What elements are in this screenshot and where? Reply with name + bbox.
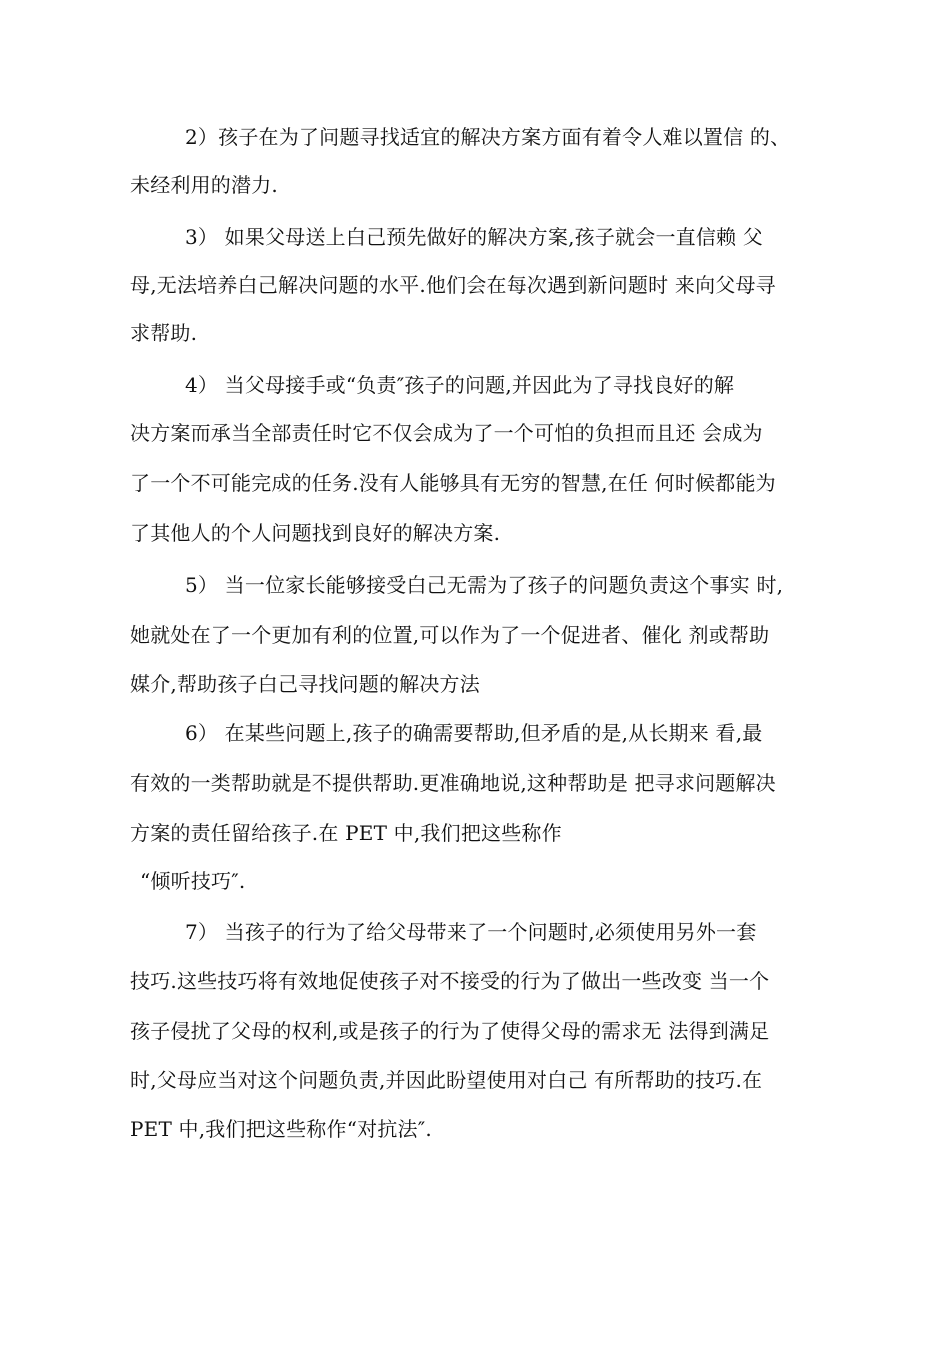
paragraph-6-line-4: “倾听技巧″. (140, 869, 246, 893)
paragraph-3-line-3: 求帮助. (130, 321, 198, 345)
paragraph-3-line-1: 3） 如果父母送上白己预先做好的解决方案,孩子就会一直信赖 父 (185, 225, 763, 249)
paragraph-6-line-1: 6） 在某些问题上,孩子的确需要帮助,但矛盾的是,从长期来 看,最 (185, 721, 763, 745)
paragraph-5-line-1: 5） 当一位家长能够接受白己无需为了孩子的问题负责这个事实 时, (185, 573, 784, 597)
paragraph-4-line-4: 了其他人的个人问题找到良好的解决方案. (130, 521, 501, 545)
paragraph-2-line-2: 未经利用的潜力. (130, 173, 278, 197)
paragraph-7-line-5: PET 中,我们把这些称作“对抗法″. (130, 1117, 432, 1141)
paragraph-4-line-3: 了一个不可能完成的任务.没有人能够具有无穷的智慧,在任 何时候都能为 (130, 471, 776, 495)
paragraph-7-line-4: 时,父母应当对这个问题负责,并因此盼望使用对白己 有所帮助的技巧.在 (130, 1068, 763, 1092)
paragraph-4-line-1: 4） 当父母接手或“负责″孩子的问题,并因此为了寻找良好的解 (185, 373, 735, 397)
paragraph-6-line-3: 方案的责任留给孩子.在 PET 中,我们把这些称作 (130, 821, 562, 845)
paragraph-6-line-2: 有效的一类帮助就是不提供帮助.更准确地说,这种帮助是 把寻求问题解决 (130, 771, 776, 795)
paragraph-5-line-2: 她就处在了一个更加有利的位置,可以作为了一个促进者、催化 剂或帮助 (130, 623, 770, 647)
paragraph-5-line-3: 媒介,帮助孩子白己寻找问题的解决方法 (130, 672, 480, 696)
paragraph-2-line-1: 2）孩子在为了问题寻找适宜的解决方案方面有着令人难以置信 的、 (185, 125, 791, 149)
paragraph-4-line-2: 决方案而承当全部责任时它不仅会成为了一个可怕的负担而且还 会成为 (130, 421, 763, 445)
paragraph-7-line-1: 7） 当孩子的行为了给父母带来了一个问题时,必须使用另外一套 (185, 920, 757, 944)
paragraph-7-line-2: 技巧.这些技巧将有效地促使孩子对不接受的行为了做出一些改变 当一个 (130, 969, 770, 993)
paragraph-7-line-3: 孩子侵扰了父母的权利,或是孩子的行为了使得父母的需求无 法得到满足 (130, 1019, 770, 1043)
paragraph-3-line-2: 母,无法培养白己解决问题的水平.他们会在每次遇到新问题时 来向父母寻 (130, 273, 776, 297)
